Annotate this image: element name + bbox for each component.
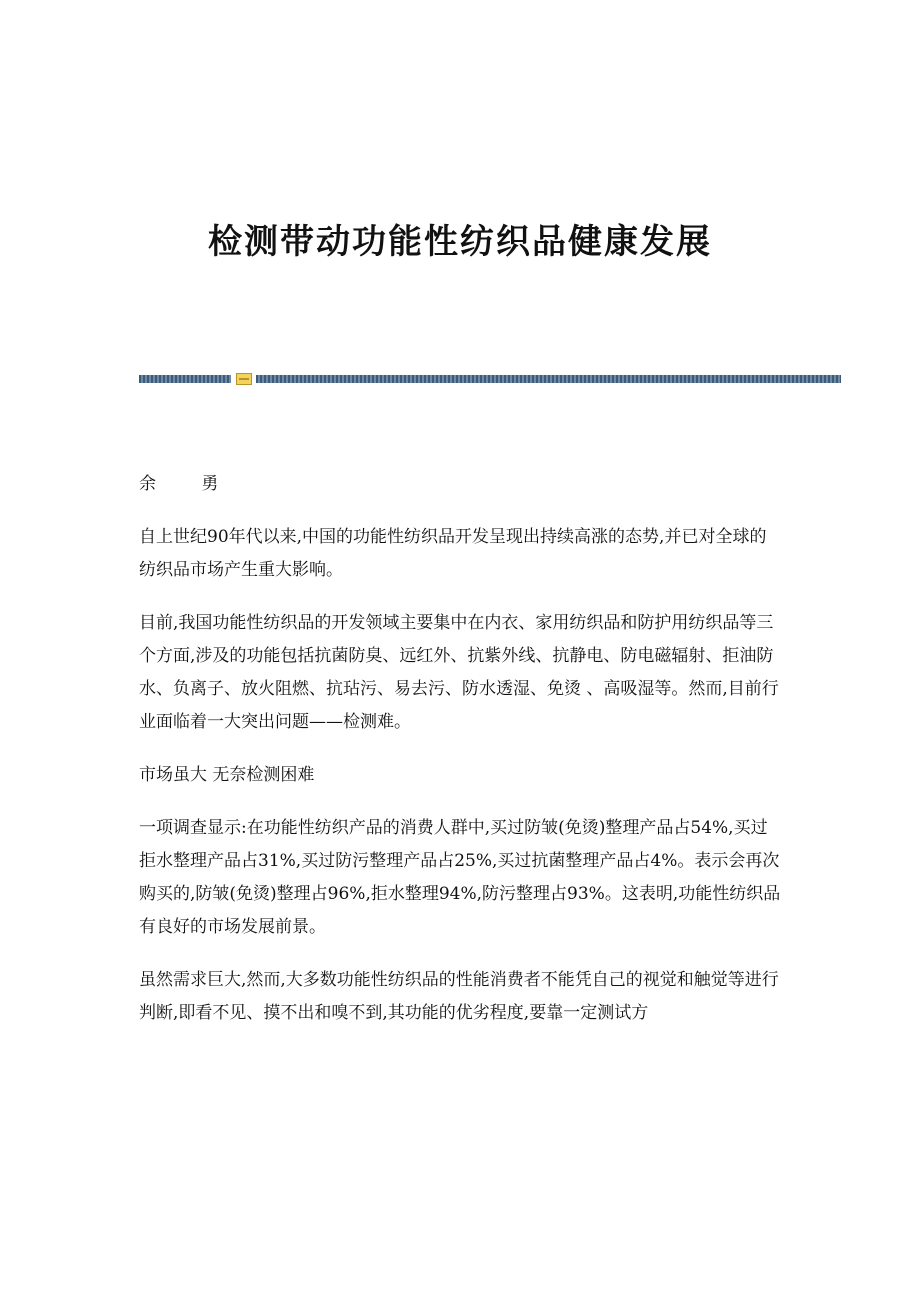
- section-heading: 市场虽大 无奈检测困难: [139, 765, 315, 785]
- page-title: 检测带动功能性纺织品健康发展: [208, 222, 712, 262]
- paragraph-survey: 一项调查显示:在功能性纺织产品的消费人群中,买过防皱(免烫)整理产品占54%,买过拒水整理产品占31%,买过防污整理产品占25%,买过抗菌整理产品占4%。表示会再次购买的,防皱(免烫)整理占96%,拒水整理94%,防污整理占93%。这表明,功能性纺织品有良好的市场发展前景。: [139, 818, 781, 937]
- paragraph-intro: 自上世纪90年代以来,中国的功能性纺织品开发呈现出持续高涨的态势,并已对全球的纺织品市场产生重大影响。: [139, 527, 767, 580]
- divider-ornament-icon: [236, 373, 252, 385]
- document-body: [139, 468, 781, 1050]
- paragraph-demand: 虽然需求巨大,然而,大多数功能性纺织品的性能消费者不能凭自己的视觉和触觉等进行判断,即看不见、摸不出和嗅不到,其功能的优劣程度,要靠一定测试方: [139, 970, 779, 1023]
- divider-right: [256, 375, 841, 383]
- paragraph-fields: 目前,我国功能性纺织品的开发领域主要集中在内衣、家用纺织品和防护用纺织品等三个方面,涉及的功能包括抗菌防臭、远红外、抗紫外线、抗静电、防电磁辐射、拒油防水、负离子、放火阻燃、抗玷污、易去污、防水透湿、免烫 、高吸湿等。然而,目前行业面临着一大突出问题——检测难。: [139, 613, 779, 732]
- author-name: 余 勇: [139, 474, 239, 494]
- divider-left: [139, 375, 231, 383]
